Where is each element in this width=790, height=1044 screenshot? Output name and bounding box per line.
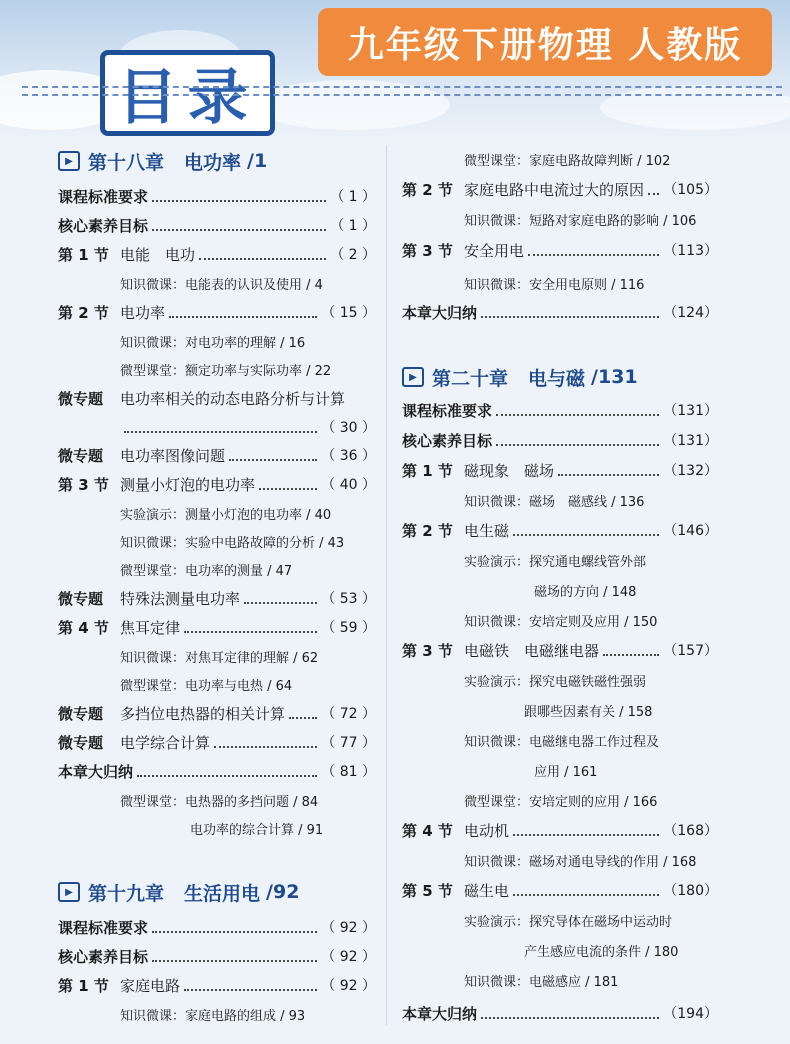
- toc-subentry-continued[interactable]: 跟哪些因素有关 / 158: [524, 704, 653, 720]
- toc-subentry[interactable]: 知识微课：家庭电路的组成 / 93: [120, 1008, 306, 1024]
- dot-leader: [558, 464, 659, 476]
- toc-entry[interactable]: 第 4 节 电动机 （168）: [402, 821, 718, 840]
- toc-entry[interactable]: 第 3 节 安全用电 （113）: [402, 241, 718, 260]
- dot-leader: [513, 524, 659, 536]
- toc-subentry[interactable]: 知识微课：电能表的认识及使用 / 4: [120, 277, 323, 293]
- chapter-18-heading[interactable]: ▶ 第十八章 电功率 /1: [58, 149, 267, 173]
- toc-subentry[interactable]: 知识微课：磁场 磁感线 / 136: [464, 494, 645, 510]
- dot-leader: [214, 736, 317, 748]
- dot-leader: [184, 621, 317, 633]
- toc-subentry[interactable]: 知识微课：对电功率的理解 / 16: [120, 335, 306, 351]
- dot-leader: [244, 592, 317, 604]
- toc-entry[interactable]: 第 1 节 电能 电功 （ 2 ）: [58, 245, 376, 264]
- toc-subentry[interactable]: 微型课堂：电功率的测量 / 47: [120, 563, 293, 579]
- play-icon: ▶: [58, 882, 80, 902]
- toc-entry[interactable]: 核心素养目标 （ 1 ）: [58, 216, 376, 235]
- chapter-20-heading[interactable]: ▶ 第二十章 电与磁 /131: [402, 365, 638, 389]
- toc-entry[interactable]: 第 3 节 测量小灯泡的电功率 （ 40 ）: [58, 475, 376, 494]
- toc-entry[interactable]: 第 1 节 家庭电路 （ 92 ）: [58, 976, 376, 995]
- toc-subentry[interactable]: 微型课堂：家庭电路故障判断 / 102: [464, 153, 671, 169]
- dot-leader: [481, 306, 659, 318]
- toc-subentry[interactable]: 微型课堂：电功率与电热 / 64: [120, 678, 293, 694]
- dot-leader: [169, 306, 317, 318]
- column-divider: [386, 145, 387, 1025]
- toc-entry-continued[interactable]: （ 30 ）: [58, 415, 376, 439]
- toc-entry[interactable]: 本章大归纳 （124）: [402, 303, 718, 322]
- dot-leader: [199, 248, 326, 260]
- divider-bottom: [22, 94, 782, 96]
- divider-top: [22, 86, 782, 88]
- toc-subentry[interactable]: 知识微课：实验中电路故障的分析 / 43: [120, 535, 345, 551]
- toc-entry[interactable]: 第 3 节 电磁铁 电磁继电器 （157）: [402, 641, 718, 660]
- dot-leader: [124, 421, 317, 433]
- dot-leader: [152, 921, 317, 933]
- toc-entry[interactable]: 第 5 节 磁生电 （180）: [402, 881, 718, 900]
- toc-entry[interactable]: 核心素养目标 （ 92 ）: [58, 947, 376, 966]
- chapter-19-heading[interactable]: ▶ 第十九章 生活用电 /92: [58, 880, 299, 904]
- dot-leader: [152, 190, 326, 202]
- toc-subentry-continued[interactable]: 应用 / 161: [534, 764, 598, 780]
- toc-entry[interactable]: 第 2 节 电功率 （ 15 ）: [58, 303, 376, 322]
- dot-leader: [152, 950, 317, 962]
- toc-entry[interactable]: 微专题 多挡位电热器的相关计算 （ 72 ）: [58, 704, 376, 723]
- toc-subentry[interactable]: 知识微课：电磁感应 / 181: [464, 974, 619, 990]
- toc-subentry[interactable]: 电功率的综合计算 / 91: [190, 822, 324, 838]
- toc-subentry[interactable]: 知识微课：安全用电原则 / 116: [464, 277, 645, 293]
- toc-entry[interactable]: 微专题 特殊法测量电功率 （ 53 ）: [58, 589, 376, 608]
- toc-subentry[interactable]: 实验演示：探究电磁铁磁性强弱: [464, 674, 647, 690]
- dot-leader: [513, 824, 659, 836]
- toc-entry[interactable]: 课程标准要求 （ 1 ）: [58, 187, 376, 206]
- toc-entry[interactable]: 课程标准要求 （ 92 ）: [58, 918, 376, 937]
- grade-banner: 九年级下册物理 人教版: [318, 8, 772, 76]
- dot-leader: [496, 404, 659, 416]
- dot-leader: [184, 979, 317, 991]
- toc-entry[interactable]: 课程标准要求 （131）: [402, 401, 718, 420]
- dot-leader: [152, 219, 326, 231]
- toc-subentry-continued[interactable]: 产生感应电流的条件 / 180: [524, 944, 679, 960]
- dot-leader: [481, 1007, 659, 1019]
- toc-entry[interactable]: 微专题 电功率相关的动态电路分析与计算: [58, 389, 346, 408]
- toc-subentry[interactable]: 知识微课：磁场对通电导线的作用 / 168: [464, 854, 697, 870]
- toc-subentry[interactable]: 实验演示：测量小灯泡的电功率 / 40: [120, 507, 332, 523]
- toc-subentry[interactable]: 知识微课：电磁继电器工作过程及: [464, 734, 660, 750]
- toc-entry[interactable]: 微专题 电学综合计算 （ 77 ）: [58, 733, 376, 752]
- toc-subentry[interactable]: 微型课堂：安培定则的应用 / 166: [464, 794, 658, 810]
- dot-leader: [513, 884, 659, 896]
- toc-entry[interactable]: 第 2 节 家庭电路中电流过大的原因 （105）: [402, 180, 718, 199]
- toc-entry[interactable]: 微专题 电功率图像问题 （ 36 ）: [58, 446, 376, 465]
- toc-subentry[interactable]: 微型课堂：电热器的多挡问题 / 84: [120, 794, 319, 810]
- dot-leader: [496, 434, 659, 446]
- toc-entry[interactable]: 核心素养目标 （131）: [402, 431, 718, 450]
- play-icon: ▶: [402, 367, 424, 387]
- dot-leader: [137, 765, 317, 777]
- toc-entry[interactable]: 第 1 节 磁现象 磁场 （132）: [402, 461, 718, 480]
- toc-subentry[interactable]: 知识微课：安培定则及应用 / 150: [464, 614, 658, 630]
- dot-leader: [259, 478, 317, 490]
- toc-subentry[interactable]: 知识微课：短路对家庭电路的影响 / 106: [464, 213, 697, 229]
- dot-leader: [603, 644, 659, 656]
- toc-subentry[interactable]: 实验演示：探究通电螺线管外部: [464, 554, 647, 570]
- toc-subentry-continued[interactable]: 磁场的方向 / 148: [534, 584, 637, 600]
- dot-leader: [648, 183, 659, 195]
- toc-entry[interactable]: 本章大归纳 （ 81 ）: [58, 762, 376, 781]
- toc-entry[interactable]: 第 4 节 焦耳定律 （ 59 ）: [58, 618, 376, 637]
- dot-leader: [528, 244, 659, 256]
- toc-subentry[interactable]: 实验演示：探究导体在磁场中运动时: [464, 914, 673, 930]
- dot-leader: [289, 707, 317, 719]
- toc-entry[interactable]: 本章大归纳 （194）: [402, 1004, 718, 1023]
- play-icon: ▶: [58, 151, 80, 171]
- toc-entry[interactable]: 第 2 节 电生磁 （146）: [402, 521, 718, 540]
- dot-leader: [229, 449, 317, 461]
- toc-subentry[interactable]: 知识微课：对焦耳定律的理解 / 62: [120, 650, 319, 666]
- toc-subentry[interactable]: 微型课堂：额定功率与实际功率 / 22: [120, 363, 332, 379]
- page-title: 目录: [100, 50, 275, 136]
